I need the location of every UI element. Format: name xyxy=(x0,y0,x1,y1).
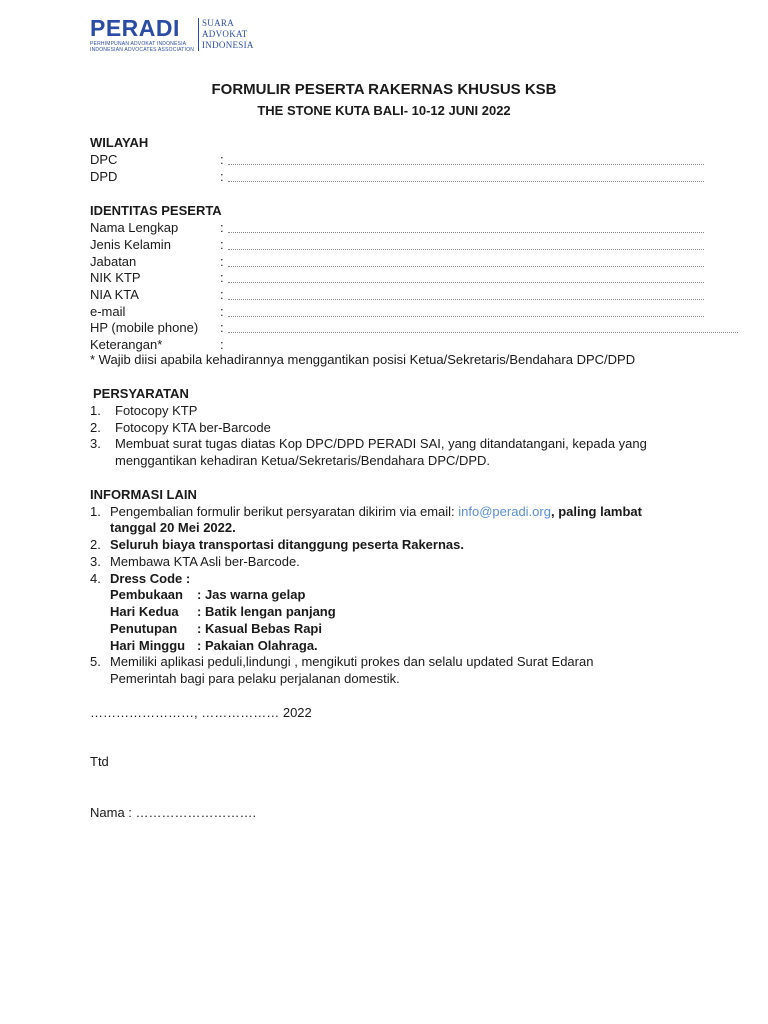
field-label: Jenis Kelamin xyxy=(90,237,171,252)
field-colon: : xyxy=(220,304,224,319)
dress-day: Penutupan xyxy=(110,621,178,636)
field-label: DPC xyxy=(90,152,118,167)
list-item-continuation: Pemerintah bagi para pelaku perjalanan domestik. xyxy=(110,671,400,686)
field-colon: : xyxy=(220,337,224,352)
field-fill-line[interactable] xyxy=(228,164,704,165)
field-email[interactable] xyxy=(90,304,650,320)
logo-divider xyxy=(198,18,199,51)
ttd-label: Ttd xyxy=(90,754,109,769)
logo-subtitle-1: PERHIMPUNAN ADVOKAT INDONESIA xyxy=(90,41,187,47)
date-line: ……………………, ……………… 2022 xyxy=(90,705,312,720)
list-number: 2. xyxy=(90,420,101,435)
list-item xyxy=(110,504,642,520)
logo-subtitle-2: INDONESIAN ADVOCATES ASSOCIATION xyxy=(90,47,195,53)
list-item: Fotocopy KTA ber-Barcode xyxy=(115,420,271,435)
field-label: NIK KTP xyxy=(90,270,141,285)
list-item: Membawa KTA Asli ber-Barcode. xyxy=(110,554,300,569)
logo-side-text-1: SUARA xyxy=(202,18,235,28)
dress-value: : Jas warna gelap xyxy=(197,587,306,602)
logo-wordmark: PERADI xyxy=(90,15,180,41)
field-jenis-kelamin[interactable] xyxy=(90,237,650,253)
field-nama-lengkap[interactable] xyxy=(90,220,650,236)
field-label: HP (mobile phone) xyxy=(90,320,199,335)
dress-value: : Pakaian Olahraga. xyxy=(197,638,318,653)
section-persyaratan-heading: PERSYARATAN xyxy=(93,386,189,401)
field-colon: : xyxy=(220,320,224,335)
section-informasi-heading: INFORMASI LAIN xyxy=(90,487,197,502)
field-label: Nama Lengkap xyxy=(90,220,179,235)
list-item: Fotocopy KTP xyxy=(115,403,198,418)
nama-signature-line: Nama : ………………………. xyxy=(90,805,257,820)
field-fill-line[interactable] xyxy=(228,181,704,182)
logo-side-text-2: ADVOKAT xyxy=(202,29,248,39)
field-fill-line[interactable] xyxy=(228,266,704,267)
field-nik-ktp[interactable] xyxy=(90,270,650,286)
document-title: FORMULIR PESERTA RAKERNAS KHUSUS KSB xyxy=(211,81,557,98)
list-number: 2. xyxy=(90,537,101,552)
dress-value: : Kasual Bebas Rapi xyxy=(197,621,322,636)
section-wilayah-heading: WILAYAH xyxy=(90,135,149,150)
field-dpd[interactable] xyxy=(90,169,650,185)
field-nia-kta[interactable] xyxy=(90,287,650,303)
field-label: DPD xyxy=(90,169,118,184)
logo-side-text-3: INDONESIA xyxy=(202,40,254,50)
list-number: 3. xyxy=(90,436,101,451)
list-number: 1. xyxy=(90,504,101,519)
field-fill-line[interactable] xyxy=(228,299,704,300)
field-dpc[interactable] xyxy=(90,152,650,168)
dress-day: Hari Minggu xyxy=(110,638,186,653)
field-fill-line[interactable] xyxy=(228,332,738,333)
dress-day: Pembukaan xyxy=(110,587,183,602)
field-label: NIA KTA xyxy=(90,287,139,302)
field-label: Jabatan xyxy=(90,254,137,269)
field-fill-line[interactable] xyxy=(228,316,704,317)
field-colon: : xyxy=(220,270,224,285)
field-colon: : xyxy=(220,237,224,252)
field-label: Keterangan* xyxy=(90,337,163,352)
list-item-continuation: tanggal 20 Mei 2022. xyxy=(110,520,236,535)
field-hp[interactable] xyxy=(90,320,650,336)
field-colon: : xyxy=(220,220,224,235)
list-item: Seluruh biaya transportasi ditanggung peserta Rakernas. xyxy=(110,537,464,552)
identitas-footnote: * Wajib diisi apabila kehadirannya menggantikan posisi Ketua/Sekretaris/Bendahara DPC/DPD xyxy=(90,352,636,367)
field-label: e-mail xyxy=(90,304,126,319)
field-colon: : xyxy=(220,169,224,184)
dress-day: Hari Kedua xyxy=(110,604,179,619)
field-fill-line[interactable] xyxy=(228,249,704,250)
field-jabatan[interactable] xyxy=(90,254,650,270)
document-subtitle: THE STONE KUTA BALI- 10-12 JUNI 2022 xyxy=(257,103,511,118)
field-colon: : xyxy=(220,287,224,302)
list-item: Membuat surat tugas diatas Kop DPC/DPD PERADI SAI, yang ditandatangani, kepada yang xyxy=(115,436,647,451)
field-fill-line[interactable] xyxy=(228,282,704,283)
field-colon: : xyxy=(220,152,224,167)
list-number: 3. xyxy=(90,554,101,569)
peradi-logo xyxy=(88,16,278,52)
list-number: 1. xyxy=(90,403,101,418)
field-colon: : xyxy=(220,254,224,269)
list-number: 5. xyxy=(90,654,101,669)
section-identitas-heading: IDENTITAS PESERTA xyxy=(90,203,222,218)
list-number: 4. xyxy=(90,571,101,586)
list-item-continuation: menggantikan kehadiran Ketua/Sekretaris/Bendahara DPC/DPD. xyxy=(115,453,491,468)
list-item: Dress Code : xyxy=(110,571,191,586)
field-keterangan[interactable] xyxy=(90,337,650,353)
info-text: Pengembalian formulir berikut persyaratan dikirim via email: xyxy=(110,504,455,519)
field-fill-line[interactable] xyxy=(228,232,704,233)
info-deadline: , paling lambat xyxy=(550,504,642,519)
email-link[interactable]: info@peradi.org xyxy=(458,504,551,519)
list-item: Memiliki aplikasi peduli,lindungi , mengikuti prokes dan selalu updated Surat Edaran xyxy=(110,654,594,669)
dress-value: : Batik lengan panjang xyxy=(197,604,336,619)
